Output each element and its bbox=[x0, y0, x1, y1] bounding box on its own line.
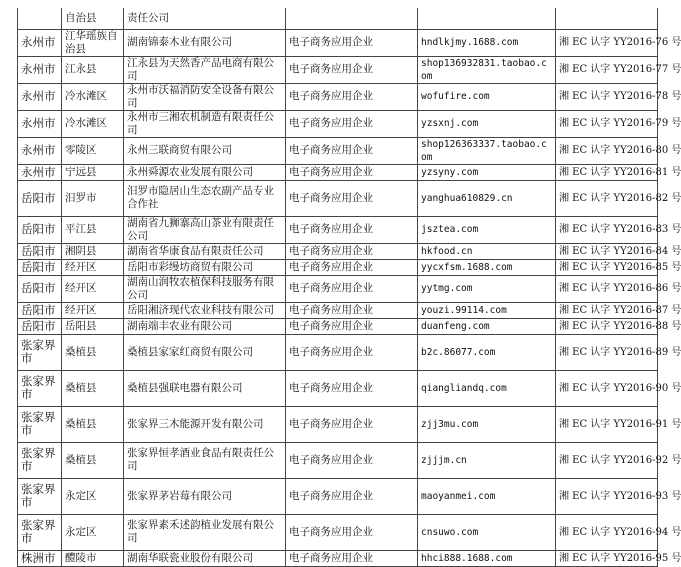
website-cell: shop126363337.taobao.com bbox=[418, 137, 556, 164]
county-cell: 永定区 bbox=[62, 514, 124, 550]
company-name-cell: 汨罗市隐居山生态农副产品专业合作社 bbox=[124, 180, 286, 216]
county-cell: 桑植县 bbox=[62, 334, 124, 370]
enterprise-type-cell: 电子商务应用企业 bbox=[286, 478, 418, 514]
certificate-cell: 湘 EC 认字 YY2016-90 号 bbox=[556, 370, 658, 406]
company-name-cell: 永州舜源农业发展有限公司 bbox=[124, 164, 286, 180]
table-row bbox=[18, 180, 658, 216]
company-name-cell: 江永县为天然香产品电商有限公司 bbox=[124, 56, 286, 83]
enterprise-type-cell: 电子商务应用企业 bbox=[286, 550, 418, 566]
table-row bbox=[18, 550, 658, 566]
table-body bbox=[18, 8, 681, 566]
company-name-cell: 桑植县强联电器有限公司 bbox=[124, 370, 286, 406]
county-cell: 湘阴县 bbox=[62, 243, 124, 259]
county-cell: 经开区 bbox=[62, 302, 124, 318]
certificate-cell: 湘 EC 认字 YY2016-76 号 bbox=[556, 29, 658, 56]
table-row bbox=[18, 216, 658, 243]
city-cell: 岳阳市 bbox=[18, 275, 62, 302]
enterprise-table bbox=[17, 8, 681, 567]
company-name-cell: 岳阳湘济现代农业科技有限公司 bbox=[124, 302, 286, 318]
county-cell: 经开区 bbox=[62, 259, 124, 275]
table-row bbox=[18, 275, 658, 302]
company-name-cell: 永州三联商贸有限公司 bbox=[124, 137, 286, 164]
county-cell: 江永县 bbox=[62, 56, 124, 83]
county-cell: 零陵区 bbox=[62, 137, 124, 164]
certificate-cell: 湘 EC 认字 YY2016-86 号 bbox=[556, 275, 658, 302]
county-cell: 宁远县 bbox=[62, 164, 124, 180]
website-cell: yytmg.com bbox=[418, 275, 556, 302]
certificate-cell: 湘 EC 认字 YY2016-82 号 bbox=[556, 180, 658, 216]
company-name-cell: 张家界三木能源开发有限公司 bbox=[124, 406, 286, 442]
city-cell: 岳阳市 bbox=[18, 318, 62, 334]
city-cell: 岳阳市 bbox=[18, 243, 62, 259]
table-row bbox=[18, 302, 658, 318]
county-cell: 桑植县 bbox=[62, 406, 124, 442]
header-cell: 自治县 bbox=[62, 8, 124, 29]
website-cell: duanfeng.com bbox=[418, 318, 556, 334]
table-row bbox=[18, 83, 658, 110]
enterprise-type-cell: 电子商务应用企业 bbox=[286, 110, 418, 137]
city-cell: 岳阳市 bbox=[18, 180, 62, 216]
enterprise-type-cell: 电子商务应用企业 bbox=[286, 259, 418, 275]
website-cell: hkfood.cn bbox=[418, 243, 556, 259]
certificate-cell: 湘 EC 认字 YY2016-88 号 bbox=[556, 318, 658, 334]
enterprise-type-cell: 电子商务应用企业 bbox=[286, 442, 418, 478]
company-name-cell: 张家界茅岩莓有限公司 bbox=[124, 478, 286, 514]
website-cell: shop136932831.taobao.com bbox=[418, 56, 556, 83]
certificate-cell: 湘 EC 认字 YY2016-91 号 bbox=[556, 406, 658, 442]
enterprise-type-cell: 电子商务应用企业 bbox=[286, 216, 418, 243]
certificate-cell: 湘 EC 认字 YY2016-89 号 bbox=[556, 334, 658, 370]
city-cell: 永州市 bbox=[18, 29, 62, 56]
company-name-cell: 张家界恒孝酒业食品有限责任公司 bbox=[124, 442, 286, 478]
company-name-cell: 湖南端丰农业有限公司 bbox=[124, 318, 286, 334]
enterprise-type-cell: 电子商务应用企业 bbox=[286, 406, 418, 442]
enterprise-type-cell: 电子商务应用企业 bbox=[286, 334, 418, 370]
certificate-cell: 湘 EC 认字 YY2016-93 号 bbox=[556, 478, 658, 514]
city-cell: 株洲市 bbox=[18, 550, 62, 566]
county-cell: 桑植县 bbox=[62, 442, 124, 478]
county-cell: 经开区 bbox=[62, 275, 124, 302]
website-cell: zjj3mu.com bbox=[418, 406, 556, 442]
company-name-cell: 张家界素禾述韵植业发展有限公司 bbox=[124, 514, 286, 550]
certificate-cell: 湘 EC 认字 YY2016-94 号 bbox=[556, 514, 658, 550]
city-cell: 岳阳市 bbox=[18, 302, 62, 318]
company-name-cell: 湖南省华康食品有限责任公司 bbox=[124, 243, 286, 259]
county-cell: 冷水滩区 bbox=[62, 83, 124, 110]
enterprise-type-cell: 电子商务应用企业 bbox=[286, 243, 418, 259]
certificate-cell: 湘 EC 认字 YY2016-79 号 bbox=[556, 110, 658, 137]
city-cell: 张家界市 bbox=[18, 334, 62, 370]
enterprise-type-cell: 电子商务应用企业 bbox=[286, 302, 418, 318]
company-name-cell: 湖南省九狮寨高山茶业有限责任公司 bbox=[124, 216, 286, 243]
certificate-cell: 湘 EC 认字 YY2016-78 号 bbox=[556, 83, 658, 110]
website-cell: zjjjm.cn bbox=[418, 442, 556, 478]
table-header-row bbox=[18, 8, 658, 29]
table-row bbox=[18, 243, 658, 259]
certificate-cell: 湘 EC 认字 YY2016-84 号 bbox=[556, 243, 658, 259]
header-cell bbox=[18, 8, 62, 29]
website-cell: b2c.86077.com bbox=[418, 334, 556, 370]
website-cell: yanghua610829.cn bbox=[418, 180, 556, 216]
header-cell bbox=[556, 8, 658, 29]
table-row bbox=[18, 442, 658, 478]
website-cell: qiangliandq.com bbox=[418, 370, 556, 406]
county-cell: 醴陵市 bbox=[62, 550, 124, 566]
company-name-cell: 湖南锦泰木业有限公司 bbox=[124, 29, 286, 56]
certificate-cell: 湘 EC 认字 YY2016-77 号 bbox=[556, 56, 658, 83]
county-cell: 汨罗市 bbox=[62, 180, 124, 216]
county-cell: 江华瑶族自治县 bbox=[62, 29, 124, 56]
county-cell: 冷水滩区 bbox=[62, 110, 124, 137]
city-cell: 张家界市 bbox=[18, 514, 62, 550]
header-cell bbox=[286, 8, 418, 29]
website-cell: yzsyny.com bbox=[418, 164, 556, 180]
city-cell: 永州市 bbox=[18, 164, 62, 180]
company-name-cell: 岳阳市彩缦坊商贸有限公司 bbox=[124, 259, 286, 275]
website-cell: maoyanmei.com bbox=[418, 478, 556, 514]
company-name-cell: 桑植县家家红商贸有限公司 bbox=[124, 334, 286, 370]
city-cell: 张家界市 bbox=[18, 406, 62, 442]
table-row bbox=[18, 318, 658, 334]
enterprise-type-cell: 电子商务应用企业 bbox=[286, 370, 418, 406]
enterprise-type-cell: 电子商务应用企业 bbox=[286, 180, 418, 216]
table-row bbox=[18, 164, 658, 180]
website-cell: jsztea.com bbox=[418, 216, 556, 243]
website-cell: youzi.99114.com bbox=[418, 302, 556, 318]
city-cell: 永州市 bbox=[18, 83, 62, 110]
certificate-cell: 湘 EC 认字 YY2016-80 号 bbox=[556, 137, 658, 164]
header-cell: 责任公司 bbox=[124, 8, 286, 29]
certificate-cell: 湘 EC 认字 YY2016-87 号 bbox=[556, 302, 658, 318]
website-cell: wofufire.com bbox=[418, 83, 556, 110]
website-cell: yycxfsm.1688.com bbox=[418, 259, 556, 275]
city-cell: 张家界市 bbox=[18, 442, 62, 478]
company-name-cell: 湖南山润牧农植保科技服务有限公司 bbox=[124, 275, 286, 302]
county-cell: 桑植县 bbox=[62, 370, 124, 406]
certificate-cell: 湘 EC 认字 YY2016-92 号 bbox=[556, 442, 658, 478]
company-name-cell: 永州市三湘农机制造有限责任公司 bbox=[124, 110, 286, 137]
header-cell bbox=[418, 8, 556, 29]
website-cell: yzsxnj.com bbox=[418, 110, 556, 137]
city-cell: 永州市 bbox=[18, 110, 62, 137]
certificate-cell: 湘 EC 认字 YY2016-83 号 bbox=[556, 216, 658, 243]
company-name-cell: 永州市沃福消防安全设备有限公司 bbox=[124, 83, 286, 110]
table-row bbox=[18, 110, 658, 137]
table-row bbox=[18, 137, 658, 164]
enterprise-type-cell: 电子商务应用企业 bbox=[286, 318, 418, 334]
enterprise-type-cell: 电子商务应用企业 bbox=[286, 56, 418, 83]
table-row bbox=[18, 259, 658, 275]
certificate-cell: 湘 EC 认字 YY2016-85 号 bbox=[556, 259, 658, 275]
enterprise-type-cell: 电子商务应用企业 bbox=[286, 83, 418, 110]
table-row bbox=[18, 370, 658, 406]
city-cell: 张家界市 bbox=[18, 370, 62, 406]
website-cell: cnsuwo.com bbox=[418, 514, 556, 550]
certificate-cell: 湘 EC 认字 YY2016-81 号 bbox=[556, 164, 658, 180]
table-row bbox=[18, 56, 658, 83]
table-row bbox=[18, 29, 658, 56]
city-cell: 岳阳市 bbox=[18, 259, 62, 275]
website-cell: hhci888.1688.com bbox=[418, 550, 556, 566]
enterprise-type-cell: 电子商务应用企业 bbox=[286, 275, 418, 302]
enterprise-type-cell: 电子商务应用企业 bbox=[286, 29, 418, 56]
city-cell: 永州市 bbox=[18, 56, 62, 83]
city-cell: 岳阳市 bbox=[18, 216, 62, 243]
county-cell: 平江县 bbox=[62, 216, 124, 243]
city-cell: 张家界市 bbox=[18, 478, 62, 514]
website-cell: hndlkjmy.1688.com bbox=[418, 29, 556, 56]
county-cell: 岳阳县 bbox=[62, 318, 124, 334]
city-cell: 永州市 bbox=[18, 137, 62, 164]
certificate-cell: 湘 EC 认字 YY2016-95 号 bbox=[556, 550, 658, 566]
table-row bbox=[18, 406, 658, 442]
company-name-cell: 湖南华联瓷业股份有限公司 bbox=[124, 550, 286, 566]
table-row bbox=[18, 514, 658, 550]
enterprise-type-cell: 电子商务应用企业 bbox=[286, 164, 418, 180]
county-cell: 永定区 bbox=[62, 478, 124, 514]
enterprise-type-cell: 电子商务应用企业 bbox=[286, 137, 418, 164]
table-row bbox=[18, 478, 658, 514]
table-row bbox=[18, 334, 658, 370]
enterprise-type-cell: 电子商务应用企业 bbox=[286, 514, 418, 550]
